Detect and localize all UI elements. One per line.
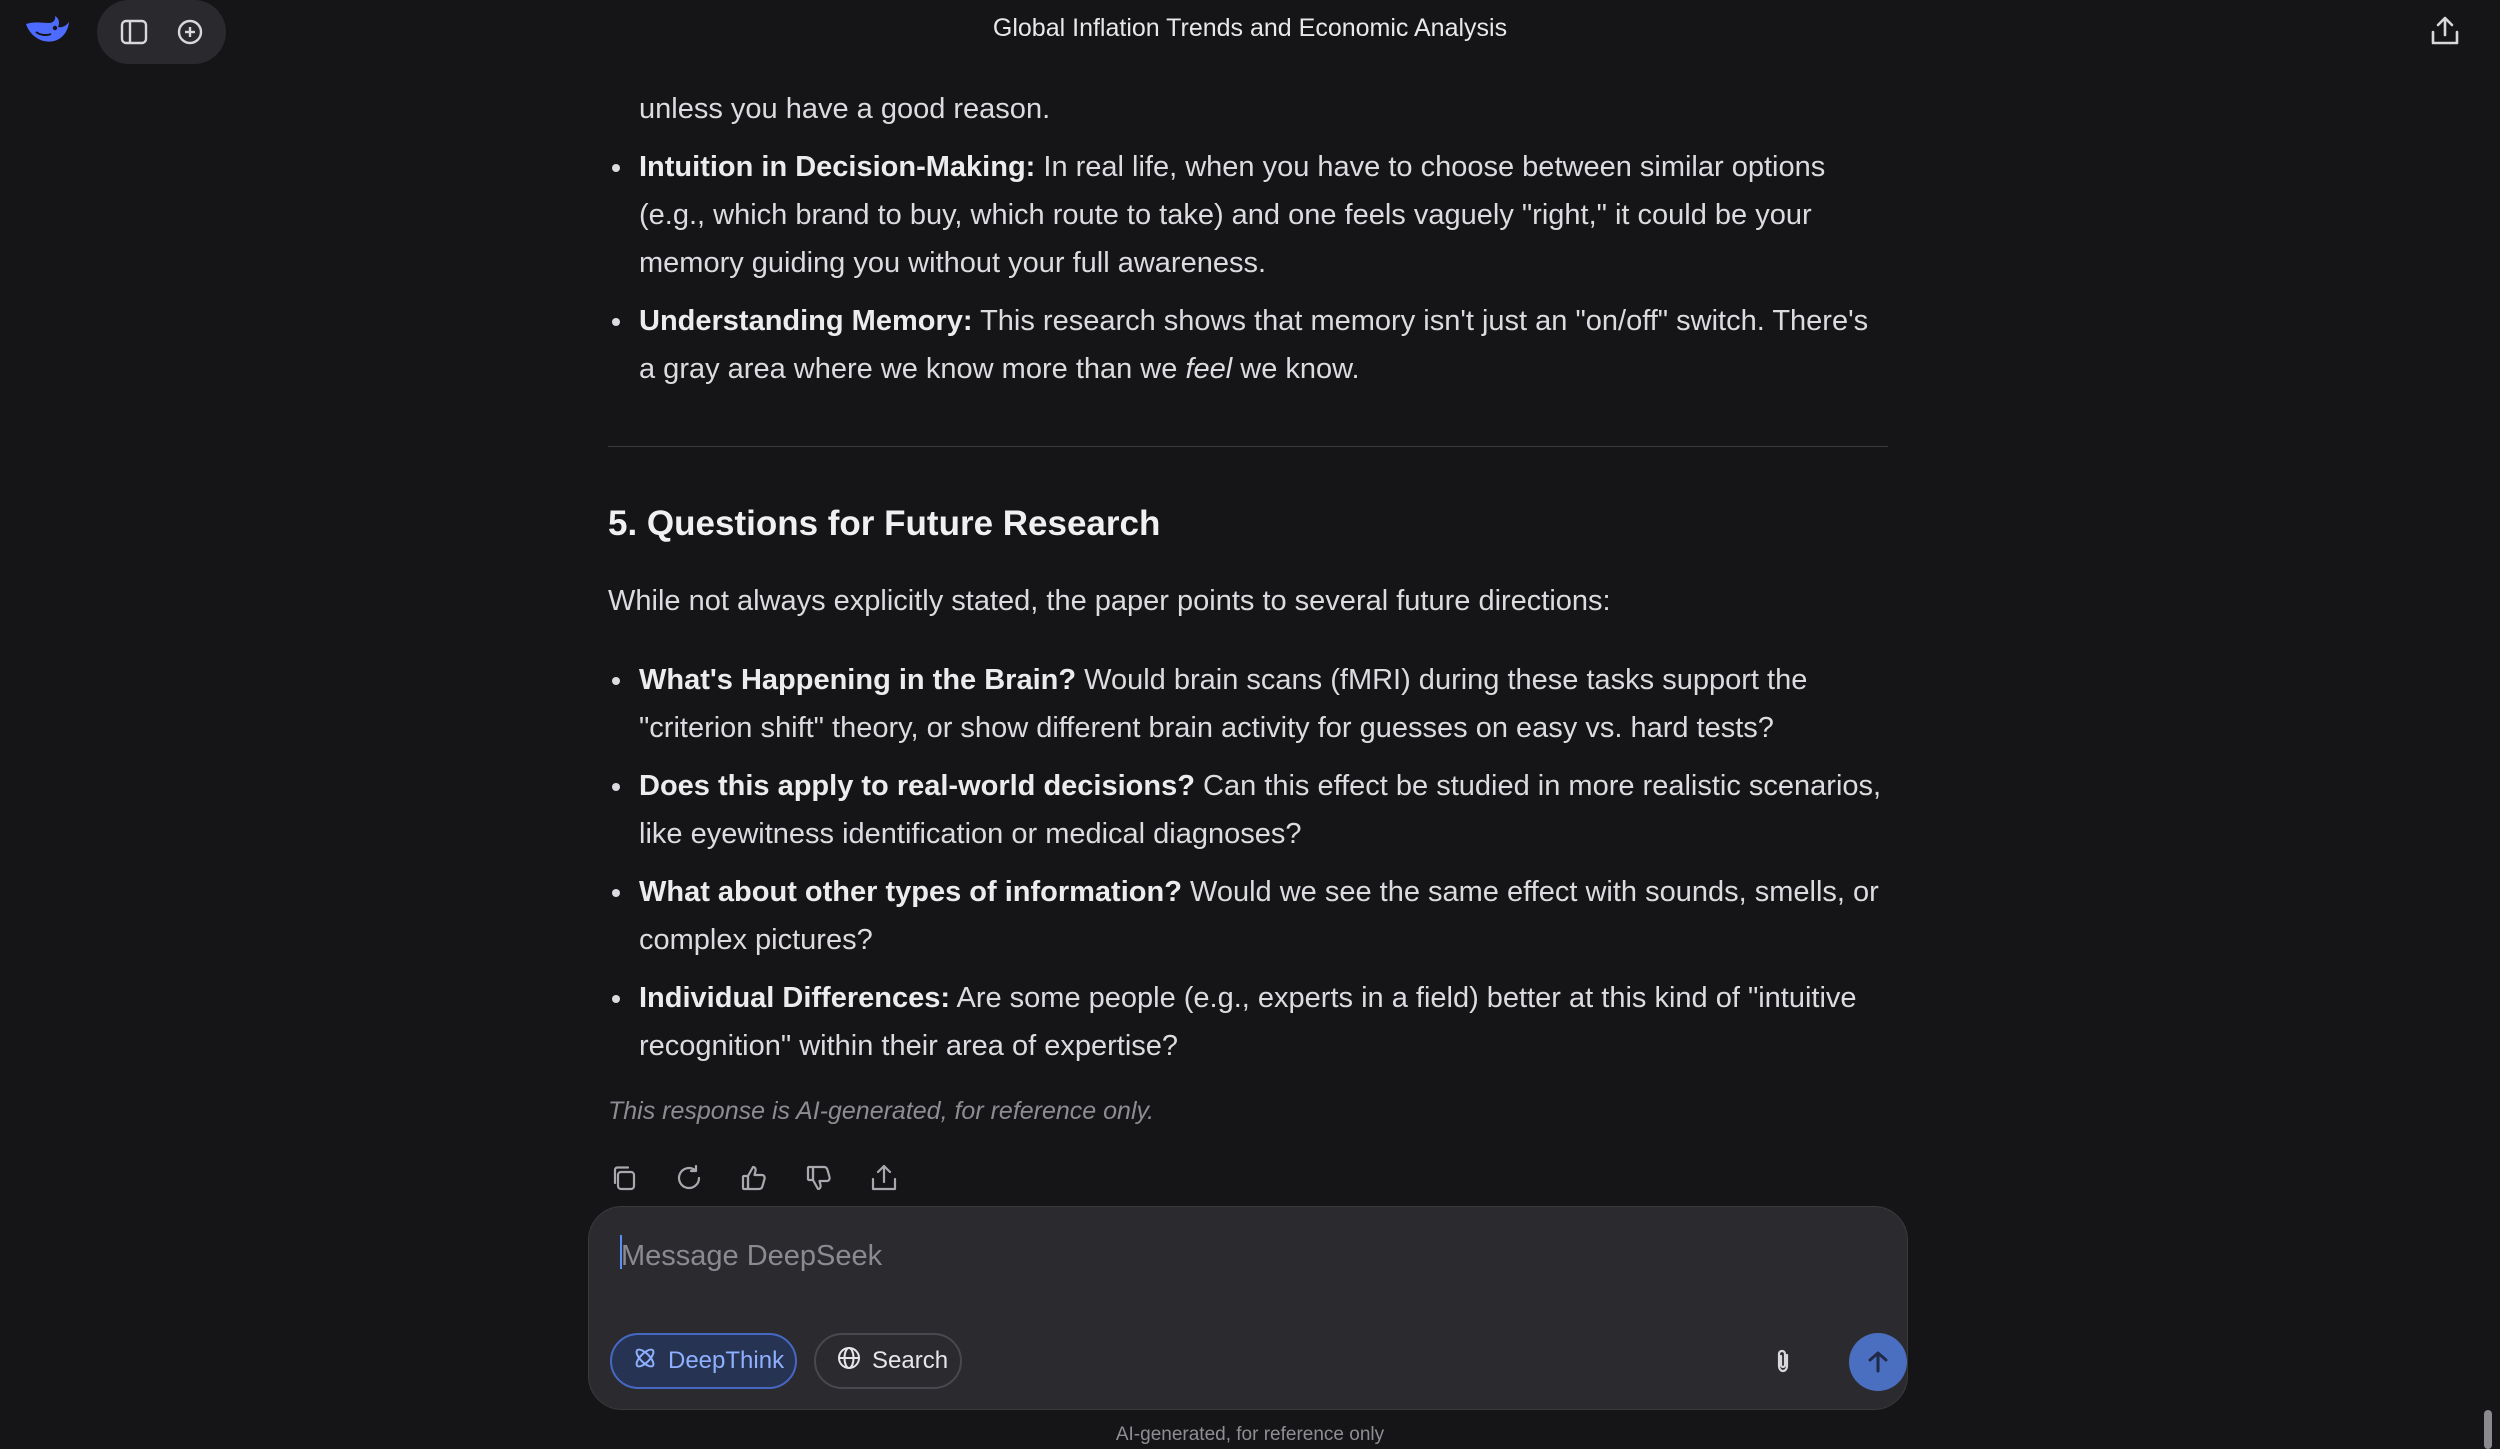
list-item-title: Understanding Memory: <box>639 305 973 337</box>
upper-bullet-list <box>608 143 1888 393</box>
list-item <box>608 762 1888 858</box>
list-item-title: Intuition in Decision-Making: <box>639 151 1036 183</box>
globe-icon <box>836 1345 862 1378</box>
arrow-up-icon <box>1864 1348 1892 1376</box>
list-item-title: Individual Differences: <box>639 982 951 1014</box>
list-item-text: Would brain scans (fMRI) during these tasks support the "criterion shift" theory, or show different brain activity for guesses on easy vs. hard tests? <box>639 664 1808 744</box>
scrollbar-thumb[interactable] <box>2484 1410 2492 1449</box>
text-caret <box>620 1235 622 1269</box>
section-divider <box>608 446 1888 447</box>
share-response-icon[interactable] <box>866 1160 902 1196</box>
message-actions <box>606 1160 902 1196</box>
list-item-text: In real life, when you have to choose between similar options (e.g., which brand to buy, which route to take) and one feels vaguely "right," it could be your memory guiding you without your full awareness. <box>639 151 1826 279</box>
deepthink-icon <box>632 1345 658 1378</box>
chat-title: Global Inflation Trends and Economic Analysis <box>992 14 1508 42</box>
list-item-continuation: unless you have a good reason. <box>639 93 1051 125</box>
paperclip-icon[interactable] <box>1765 1343 1801 1379</box>
search-toggle[interactable] <box>814 1333 962 1389</box>
lower-bullet-list <box>608 656 1888 1070</box>
list-item-text: This research shows that memory isn't just an "on/off" switch. There's a gray area where we know more than we <box>639 305 1869 385</box>
thumbs-down-icon[interactable] <box>801 1160 837 1196</box>
list-item <box>608 974 1888 1070</box>
deepthink-label: DeepThink <box>668 1347 785 1374</box>
ai-disclaimer: This response is AI-generated, for reference only. <box>608 1097 1155 1125</box>
list-item-text: Can this effect be studied in more realistic scenarios, like eyewitness identification or medical diagnoses? <box>639 770 1882 850</box>
send-button[interactable] <box>1849 1333 1907 1391</box>
copy-icon[interactable] <box>606 1160 642 1196</box>
list-item-title: What's Happening in the Brain? <box>639 664 1077 696</box>
section-intro: While not always explicitly stated, the paper points to several future directions: <box>608 585 1611 617</box>
response-lower <box>608 656 1888 1080</box>
share-icon[interactable] <box>2428 14 2462 48</box>
footer-disclaimer: AI-generated, for reference only <box>1115 1424 1385 1445</box>
list-item <box>608 868 1888 964</box>
list-item-text: Would we see the same effect with sounds, smells, or complex pictures? <box>639 876 1879 956</box>
regenerate-icon[interactable] <box>671 1160 707 1196</box>
list-item <box>608 143 1888 287</box>
message-input[interactable] <box>619 1233 1823 1279</box>
list-item <box>608 656 1888 752</box>
list-item-title: Does this apply to real-world decisions? <box>639 770 1195 802</box>
response-upper <box>608 85 1888 403</box>
message-composer <box>588 1206 1908 1410</box>
list-item-text: we know. <box>1232 353 1360 385</box>
list-item-text: Are some people (e.g., experts in a field) better at this kind of "intuitive recognition" within their area of expertise? <box>639 982 1857 1062</box>
search-label: Search <box>872 1347 949 1374</box>
top-bar <box>0 0 2500 60</box>
list-item-title: What about other types of information? <box>639 876 1182 908</box>
list-item-emphasis: feel <box>1185 353 1233 385</box>
section-heading: 5. Questions for Future Research <box>608 504 1161 543</box>
list-item <box>608 297 1888 393</box>
thumbs-up-icon[interactable] <box>736 1160 772 1196</box>
deepthink-toggle[interactable] <box>610 1333 797 1389</box>
